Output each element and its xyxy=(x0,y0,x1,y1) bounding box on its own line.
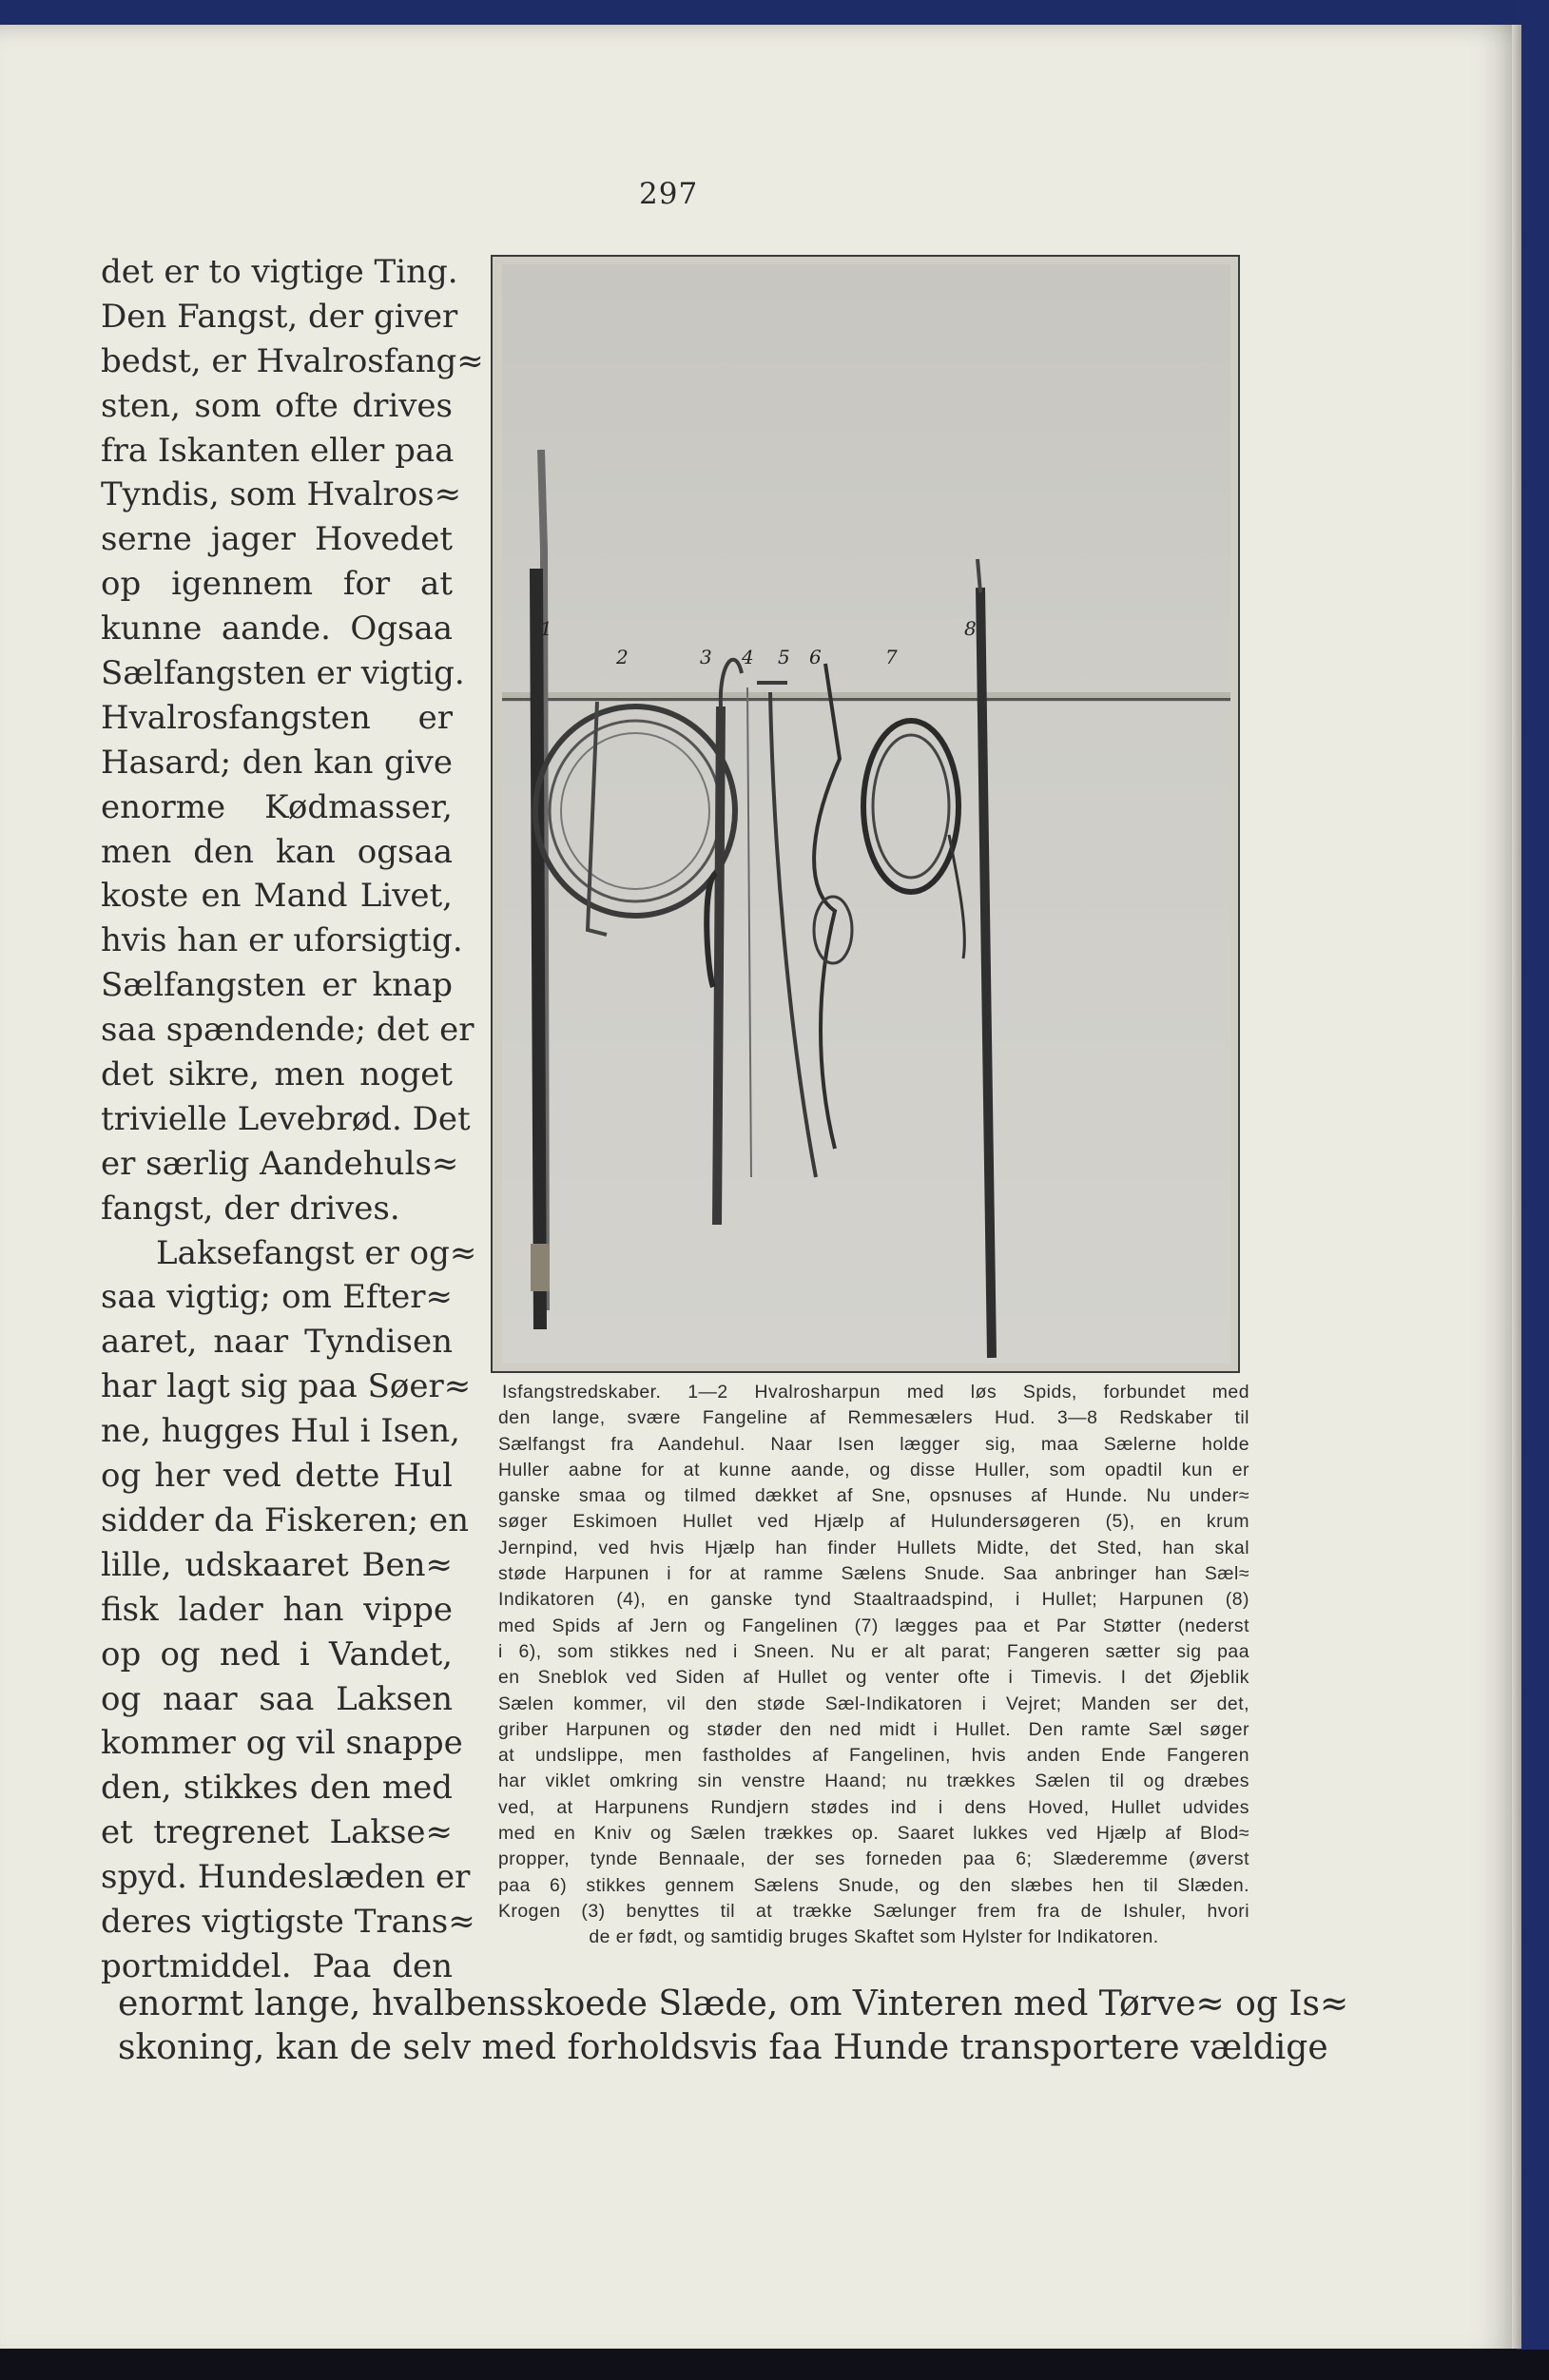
caption-line: propper, tynde Bennaale, der ses forneden paa 6; Slæderemme (øverst xyxy=(498,1848,1249,1870)
text-line: skoning, kan de selv med forholdsvis faa Hunde transportere vældige xyxy=(118,2028,1328,2067)
text-line: op og ned i Vandet, xyxy=(101,1635,453,1674)
text-line: et tregrenet Lakse≈ xyxy=(101,1813,453,1852)
text-line: saa spændende; det er xyxy=(101,1011,474,1050)
text-line: enormt lange, hvalbensskoede Slæde, om Vinteren med Tørve≈ og Is≈ xyxy=(118,1984,1349,2023)
iron-harpoon xyxy=(980,588,992,1358)
text-line: og naar saa Laksen xyxy=(101,1679,453,1718)
caption-line: de er født, og samtidig bruges Skaftet som Hylster for Indikatoren. xyxy=(589,1926,1159,1948)
text-line: trivielle Levebrød. Det xyxy=(101,1099,471,1138)
caption-line: Isfangstredskaber. 1—2 Hvalrosharpun med løs Spids, forbundet med xyxy=(502,1382,1249,1403)
coil-hanger xyxy=(588,702,607,935)
text-line: Hasard; den kan give xyxy=(101,743,453,782)
text-line: har lagt sig paa Søer≈ xyxy=(101,1367,472,1406)
text-line: det sikre, men noget xyxy=(101,1055,453,1094)
figure-label-5: 5 xyxy=(778,646,790,668)
probe-wire xyxy=(770,692,816,1177)
figure-label-3: 3 xyxy=(700,646,712,668)
caption-line: med en Kniv og Sælen trækkes op. Saaret lukkes ved Hjælp af Blod≈ xyxy=(498,1823,1249,1845)
caption-line: Jernpind, ved hvis Hjælp han finder Hullets Midte, det Sted, han skal xyxy=(498,1537,1249,1558)
column-text xyxy=(101,250,484,1989)
text-line: serne jager Hovedet xyxy=(101,520,453,559)
book-cover-right xyxy=(1517,0,1549,2380)
caption-line: ved, at Harpunens Rundjern stødes ind i dens Hoved, Hullet udvides xyxy=(498,1796,1249,1818)
figure-caption xyxy=(498,1380,1249,1951)
text-line: fangst, der drives. xyxy=(101,1189,400,1228)
hook-shaft xyxy=(717,706,721,1225)
caption-line: Krogen (3) benyttes til at trække Sælunger frem fra de Ishuler, hvori xyxy=(498,1900,1249,1922)
fangeline-coil-inner xyxy=(873,735,949,878)
caption-line: Sælfangst fra Aandehul. Naar Isen lægger sig, maa Sælerne holde xyxy=(498,1433,1249,1455)
page-edge xyxy=(1512,25,1521,2349)
mounting-board-edge xyxy=(502,698,1230,701)
page-number: 297 xyxy=(639,177,699,211)
text-line: det er to vigtige Ting. xyxy=(101,253,458,291)
text-line: saa vigtig; om Efter≈ xyxy=(101,1278,453,1317)
indicator-wire xyxy=(747,687,751,1177)
figure-label-4: 4 xyxy=(742,646,754,668)
caption-line: griber Harpunen og støder den ned midt i Hullet. Den ramte Sæl søger xyxy=(498,1718,1249,1740)
figure-label-8: 8 xyxy=(964,617,977,640)
text-line: men den kan ogsaa xyxy=(101,832,453,871)
text-line: Sælfangsten er knap xyxy=(101,966,453,1005)
text-line: deres vigtigste Trans≈ xyxy=(101,1902,475,1941)
text-line: Tyndis, som Hvalros≈ xyxy=(101,475,462,514)
caption-line: søger Eskimoen Hullet ved Hjælp af Hulundersøgeren (5), en krum xyxy=(498,1511,1249,1533)
text-line: koste en Mand Livet, xyxy=(101,877,453,916)
caption-line: ganske smaa og tilmed dækket af Sne, opsnuses af Hunde. Nu under≈ xyxy=(498,1485,1249,1507)
tools-illustration xyxy=(502,264,1230,1364)
caption-line: Huller aabne for at kunne aande, og disse Huller, som opadtil kun er xyxy=(498,1459,1249,1480)
text-line: sidder da Fiskeren; en xyxy=(101,1500,470,1539)
thong-loop xyxy=(814,897,852,963)
caption-line: i 6), som stikkes ned i Sneen. Nu er alt parat; Fangeren sætter sig paa xyxy=(498,1640,1249,1662)
text-line: lille, udskaaret Ben≈ xyxy=(101,1545,453,1584)
fangeline-coil xyxy=(863,721,958,892)
thong-loops xyxy=(814,664,840,1149)
figure-label-7: 7 xyxy=(885,646,898,668)
text-line: spyd. Hundeslæden er xyxy=(101,1858,471,1897)
text-line: den, stikkes den med xyxy=(101,1769,453,1808)
caption-line: den lange, svære Fangeline af Remmesælers Hud. 3—8 Redskaber til xyxy=(498,1407,1249,1429)
text-line: er særlig Aandehuls≈ xyxy=(101,1144,459,1183)
caption-line: Indikatoren (4), en ganske tynd Staaltraadspind, i Hullet; Harpunen (8) xyxy=(498,1589,1249,1611)
text-line: portmiddel. Paa den xyxy=(101,1946,453,1985)
text-line: Den Fangst, der giver xyxy=(101,297,458,336)
figure-frame xyxy=(491,255,1240,1373)
text-line: bedst, er Hvalrosfang≈ xyxy=(101,341,484,380)
harpoon-grip xyxy=(536,569,540,1329)
caption-line: Sælen kommer, vil den støde Sæl-Indikatoren i Vejret; Manden ser det, xyxy=(498,1693,1249,1714)
coiled-line-mid xyxy=(550,721,721,901)
text-line: Sælfangsten er vigtig. xyxy=(101,654,465,693)
caption-line: støde Harpunen i for at ramme Sælens Snude. Saa anbringer han Sæl≈ xyxy=(498,1563,1249,1585)
caption-line: en Sneblok ved Siden af Hullet og venter ofte i Timevis. I det Øjeblik xyxy=(498,1667,1249,1689)
caption-line: paa 6) stikkes gennem Sælens Snude, og den slæbes hen til Slæden. xyxy=(498,1874,1249,1896)
coiled-line-outer xyxy=(535,706,735,916)
text-line: kommer og vil snappe xyxy=(101,1724,463,1763)
text-line: op igennem for at xyxy=(101,565,453,604)
text-line: hvis han er uforsigtig. xyxy=(101,921,463,960)
coiled-line-inner xyxy=(561,733,709,889)
text-line: fra Iskanten eller paa xyxy=(101,431,455,470)
text-line: ne, hugges Hul i Isen, xyxy=(101,1412,460,1451)
text-line: fisk lader han vippe xyxy=(101,1590,453,1629)
text-line: Hvalrosfangsten er xyxy=(101,698,453,737)
full-width-text xyxy=(118,1983,1349,2070)
harpoon-binding xyxy=(531,1244,550,1291)
text-line: kunne aande. Ogsaa xyxy=(101,610,453,648)
caption-line: at undslippe, men fastholdes af Fangelinen, hvis anden Ende Fangeren xyxy=(498,1745,1249,1767)
text-line: og her ved dette Hul xyxy=(101,1457,453,1496)
iron-harpoon-tip xyxy=(978,559,980,592)
text-line: Laksefangst er og≈ xyxy=(156,1233,477,1272)
caption-line: med Spids af Jern og Fangelinen (7) lægges paa et Par Støtter (nederst xyxy=(498,1615,1249,1636)
fangeline-tail xyxy=(949,835,964,958)
caption-line: har viklet omkring sin venstre Haand; nu trækkes Sælen til og dræbes xyxy=(498,1770,1249,1792)
text-line: aaret, naar Tyndisen xyxy=(101,1323,453,1362)
text-line: sten, som ofte drives xyxy=(101,386,453,425)
text-line: enorme Kødmasser, xyxy=(101,787,453,826)
book-cover-bottom xyxy=(0,2350,1549,2380)
figure-label-6: 6 xyxy=(809,646,822,668)
figure-label-1: 1 xyxy=(540,617,552,640)
figure-label-2: 2 xyxy=(616,646,629,668)
figure-photo xyxy=(502,264,1230,1364)
